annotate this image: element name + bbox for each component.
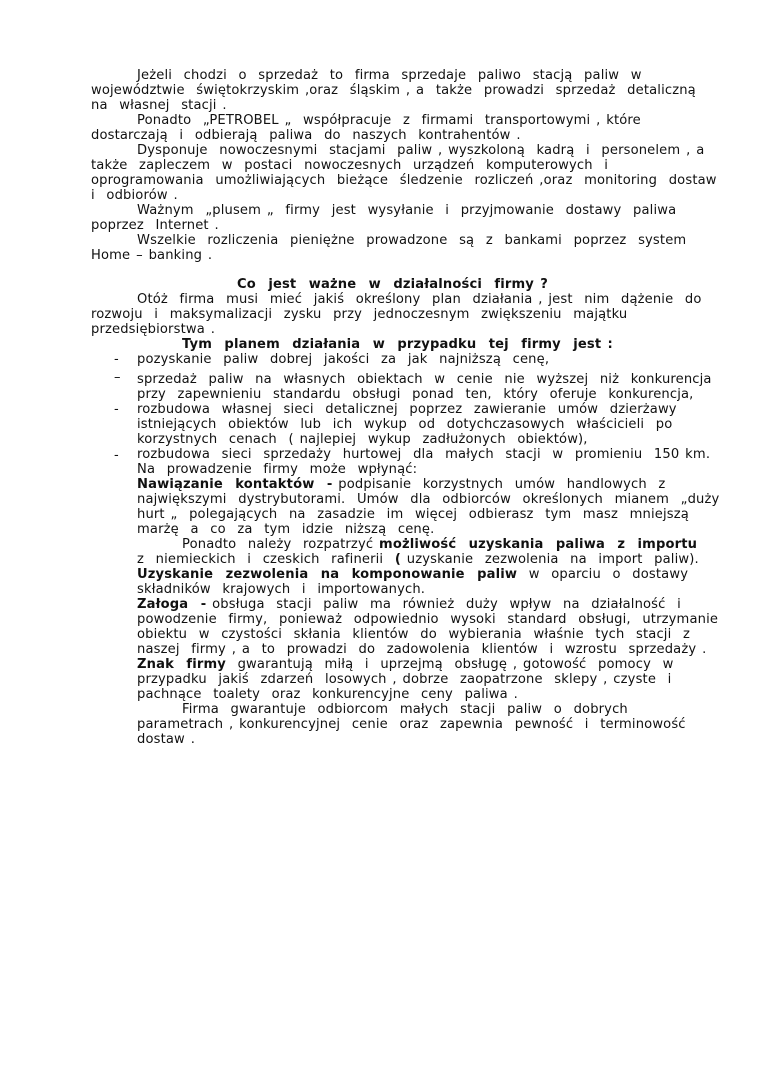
intro-p2-line2: dostarczają i odbierają paliwa do naszych kontrahentów . xyxy=(91,128,521,143)
intro-p1-line2: województwie świętokrzyskim ,oraz śląskim , a także prowadzi sprzedaż detaliczną xyxy=(91,83,696,98)
closing-line2: parametrach , konkurencyjnej cenie oraz zapewnia pewność i terminowość xyxy=(137,717,686,732)
bullet-dash: - xyxy=(114,402,119,417)
bullet-3-line2: istniejących obiektów lub ich wykup od dotychczasowych właścicieli po xyxy=(137,417,673,432)
import-prefix: Ponadto należy rozpatrzyć xyxy=(182,537,380,552)
section-p1-line3: przedsiębiorstwa . xyxy=(91,322,216,337)
intro-p5-line2: Home – banking . xyxy=(91,248,213,263)
bullet-2-line1: sprzedaż paliw na własnych obiektach w cenie nie wyższej niż konkurencja xyxy=(137,372,712,387)
closing-line1: Firma gwarantuje odbiorcom małych stacji paliw o dobrych xyxy=(182,702,628,717)
influence-intro: Na prowadzenie firmy może wpłynąć: xyxy=(137,462,418,477)
contacts-line3: hurt „ polegających na zasadzie im więcej odbierasz tym masz mniejszą xyxy=(137,507,689,522)
brand-bold: Znak firmy xyxy=(137,657,226,672)
brand-rest: gwarantują miłą i uprzejmą obsługę , gotowość pomocy w xyxy=(225,657,674,672)
section-p1-line2: rozwoju i maksymalizacji zysku przy jednoczesnym zwiększeniu majątku xyxy=(91,307,628,322)
permit-line1 xyxy=(137,567,688,582)
crew-line2: powodzenie firmy, ponieważ odpowiednio wysoki standard obsługi, utrzymanie xyxy=(137,612,719,627)
crew-rest: obsługa stacji paliw ma również duży wpływ na działalność i xyxy=(206,597,681,612)
intro-p3-line2: także zapleczem w postaci nowoczesnych urządzeń komputerowych i xyxy=(91,158,609,173)
import-line2-post: uzyskanie zezwolenia na import paliw). xyxy=(400,552,699,567)
bullet-dash: – xyxy=(114,370,121,385)
plan-heading: Tym planem działania w przypadku tej firmy jest : xyxy=(182,337,613,352)
intro-p5-line1: Wszelkie rozliczenia pieniężne prowadzone są z bankami poprzez system xyxy=(137,233,687,248)
bullet-3-line3: korzystnych cenach ( najlepiej wykup zadłużonych obiektów), xyxy=(137,432,588,447)
permit-rest: w oparciu o dostawy xyxy=(517,567,689,582)
import-line2-bold: ( xyxy=(394,552,401,567)
crew-line1 xyxy=(137,597,681,612)
import-line1 xyxy=(182,537,697,552)
bullet-dash: - xyxy=(114,448,119,463)
intro-p3-line1: Dysponuje nowoczesnymi stacjami paliw , wyszkoloną kadrą i personelem , a xyxy=(137,143,705,158)
intro-p2-line1: Ponadto „PETROBEL „ współpracuje z firmami transportowymi , które xyxy=(137,113,641,128)
brand-line2: przypadku jakiś zdarzeń losowych , dobrze zaopatrzone sklepy , czyste i xyxy=(137,672,672,687)
contacts-line4: marżę a co za tym idzie niższą cenę. xyxy=(137,522,435,537)
intro-p1-line3: na własnej stacji . xyxy=(91,98,227,113)
bullet-dash: - xyxy=(114,352,119,367)
contacts-text: podpisanie korzystnych umów handlowych z xyxy=(332,477,666,492)
intro-p4-line2: poprzez Internet . xyxy=(91,218,219,233)
bullet-3-line1: rozbudowa własnej sieci detalicznej poprzez zawieranie umów dzierżawy xyxy=(137,402,677,417)
crew-line3: obiektu w czystości skłania klientów do wybierania właśnie tych stacji z xyxy=(137,627,691,642)
crew-bold: Załoga - xyxy=(137,597,207,612)
bullet-4-line1: rozbudowa sieci sprzedaży hurtowej dla małych stacji w promieniu 150 km. xyxy=(137,447,711,462)
bullet-1-line1: pozyskanie paliw dobrej jakości za jak najniższą cenę, xyxy=(137,352,550,367)
permit-bold: Uzyskanie zezwolenia na komponowanie paliw xyxy=(137,567,518,582)
import-bold: możliwość uzyskania paliwa z importu xyxy=(379,537,698,552)
brand-line3: pachnące toalety oraz konkurencyjne ceny paliwa . xyxy=(137,687,518,702)
section-p1-line1: Otóż firma musi mieć jakiś określony plan działania , jest nim dążenie do xyxy=(137,292,702,307)
intro-p3-line3: oprogramowania umożliwiających bieżące śledzenie rozliczeń ,oraz monitoring dostaw xyxy=(91,173,717,188)
contacts-label: Nawiązanie kontaktów - xyxy=(137,477,333,492)
intro-p3-line4: i odbiorów . xyxy=(91,188,178,203)
brand-line1 xyxy=(137,657,673,672)
permit-line2: składników krajowych i importowanych. xyxy=(137,582,426,597)
contacts-line1 xyxy=(137,477,665,492)
intro-p4-line1: Ważnym „plusem „ firmy jest wysyłanie i przyjmowanie dostawy paliwa xyxy=(137,203,677,218)
contacts-line2: największymi dystrybutorami. Umów dla odbiorców określonych mianem „duży xyxy=(137,492,720,507)
closing-line3: dostaw . xyxy=(137,732,196,747)
crew-line4: naszej firmy , a to prowadzi do zadowolenia klientów i wzrostu sprzedaży . xyxy=(137,642,707,657)
intro-p1-line1: Jeżeli chodzi o sprzedaż to firma sprzedaje paliwo stacją paliw w xyxy=(137,68,642,83)
section-heading: Co jest ważne w działalności firmy ? xyxy=(237,277,548,292)
import-line2-pre: z niemieckich i czeskich rafinerii xyxy=(137,552,395,567)
bullet-2-line2: przy zapewnieniu standardu obsługi ponad ten, który oferuje konkurencja, xyxy=(137,387,694,402)
import-line2 xyxy=(137,552,699,567)
